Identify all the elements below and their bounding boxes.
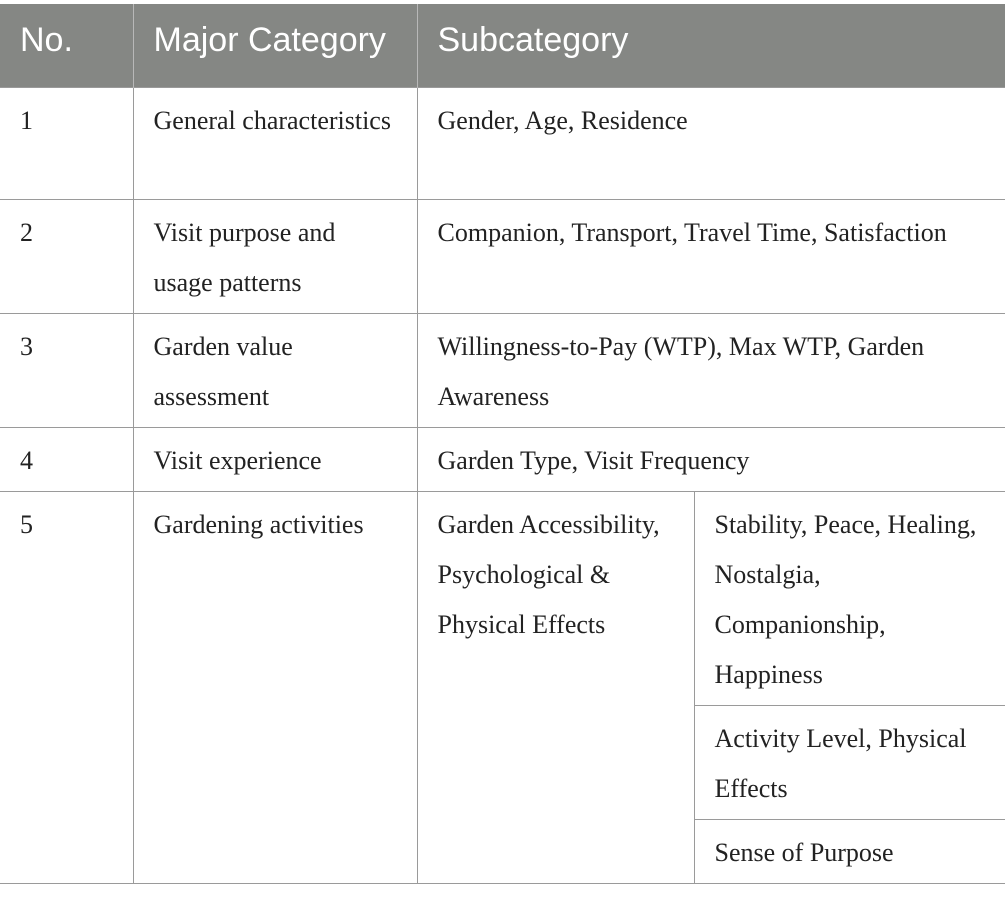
subcategory-item-cell: Activity Level, Physical Effects [694, 705, 1005, 819]
subcategory-item-cell: Sense of Purpose [694, 819, 1005, 883]
table-row [0, 491, 1005, 705]
table-row [0, 87, 1005, 199]
major-category-cell: Visit experience [133, 427, 417, 491]
table-row [0, 313, 1005, 427]
major-category-cell: General characteristics [133, 87, 417, 199]
table-row [0, 199, 1005, 313]
subcategory-cell: Garden Type, Visit Frequency [417, 427, 1005, 491]
subcategory-item-cell: Stability, Peace, Healing, Nostalgia, Companionship, Happiness [694, 491, 1005, 705]
subcategory-cell: Companion, Transport, Travel Time, Satisfaction [417, 199, 1005, 313]
major-category-cell: Gardening activities [133, 491, 417, 883]
subcategory-cell: Gender, Age, Residence [417, 87, 1005, 199]
row-number: 1 [0, 87, 133, 199]
subcategory-group-cell: Garden Accessibility, Psychological & Physical Effects [417, 491, 694, 883]
row-number: 2 [0, 199, 133, 313]
header-row [0, 4, 1005, 87]
major-category-cell: Garden value assessment [133, 313, 417, 427]
row-number: 3 [0, 313, 133, 427]
table-row [0, 427, 1005, 491]
header-subcategory: Subcategory [417, 4, 1005, 87]
data-table [0, 4, 1005, 884]
header-no: No. [0, 4, 133, 87]
row-number: 4 [0, 427, 133, 491]
row-number: 5 [0, 491, 133, 883]
header-major-category: Major Category [133, 4, 417, 87]
major-category-cell: Visit purpose and usage patterns [133, 199, 417, 313]
subcategory-cell: Willingness-to-Pay (WTP), Max WTP, Garden Awareness [417, 313, 1005, 427]
